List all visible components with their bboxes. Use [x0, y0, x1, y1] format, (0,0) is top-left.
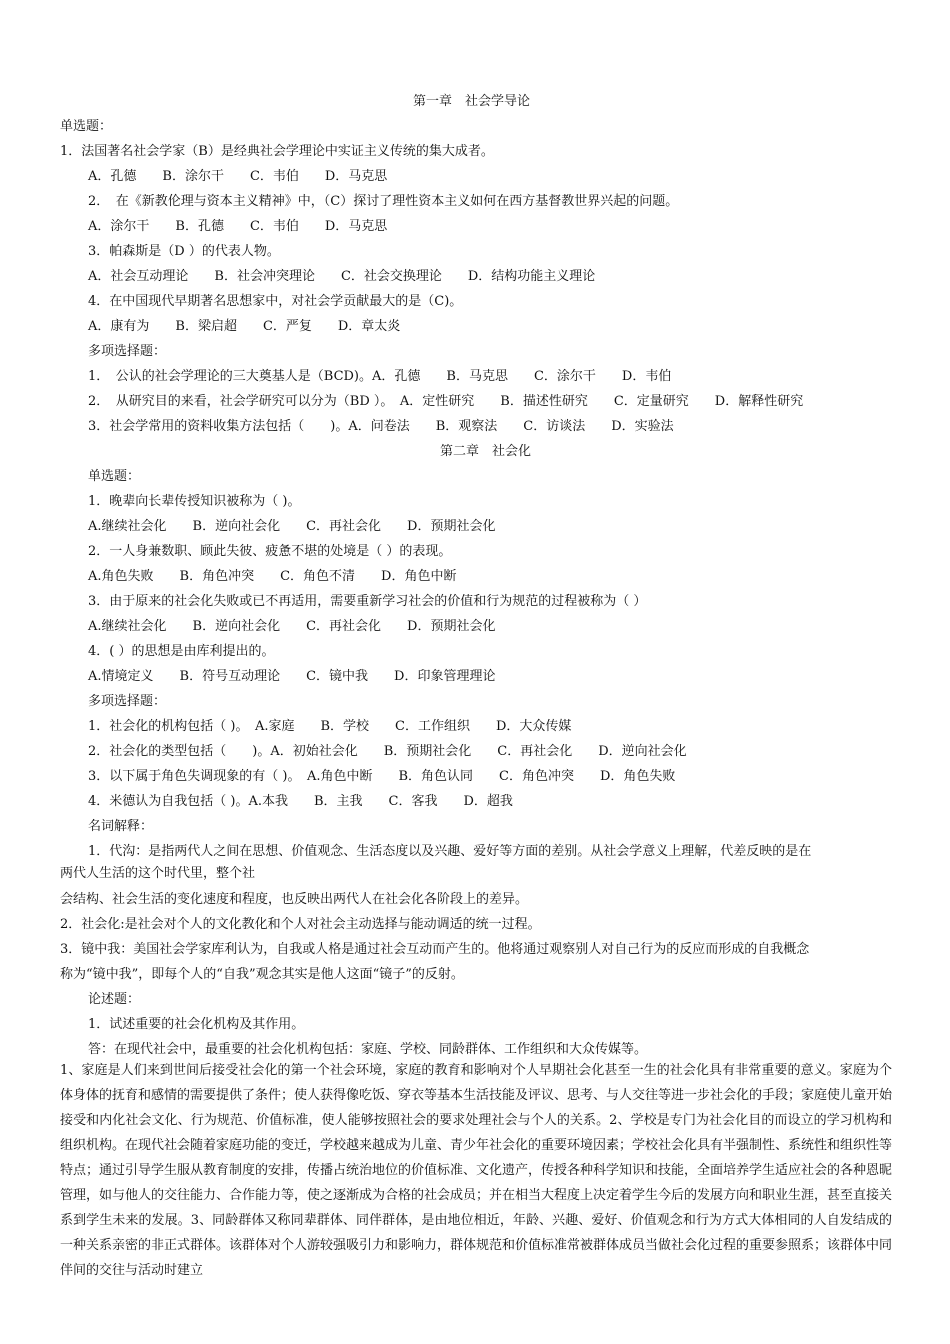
chapter-1-title: 第一章 社会学导论: [413, 94, 531, 109]
terms-heading: 名词解释：: [88, 819, 154, 834]
term-definition: 3．镜中我：美国社会学家库利认为，自我或人格是通过社会互动而产生的。他将通过观察别人对自己行为的反应而形成的自我概念: [60, 942, 810, 957]
question-options: A.继续社会化 B．逆向社会化 C．再社会化 D．预期社会化: [88, 519, 496, 534]
question-text: 4．在中国现代早期著名思想家中，对社会学贡献最大的是（C)。: [88, 294, 463, 309]
question-options: A.情境定义 B．符号互动理论 C．镜中我 D．印象管理理论: [88, 669, 496, 684]
multi-question: 2．社会化的类型包括（ )。A．初始社会化 B．预期社会化 C．再社会化 D．逆向社会化: [88, 744, 687, 759]
essay-answer-intro: 答：在现代社会中，最重要的社会化机构包括：家庭、学校、同龄群体、工作组织和大众传媒等。: [88, 1042, 648, 1057]
question-text: 2．一人身兼数职、顾此失彼、疲惫不堪的处境是（ ）的表现。: [88, 544, 452, 559]
single-choice-heading: 单选题：: [88, 469, 141, 484]
question-options: A．康有为 B．梁启超 C．严复 D．章太炎: [88, 319, 401, 334]
term-definition: 会结构、社会生活的变化速度和程度，也反映出两代人在社会化各阶段上的差异。: [60, 892, 529, 907]
question-options: A．孔德 B．涂尔干 C．韦伯 D．马克思: [88, 169, 388, 184]
question-text: 3．帕森斯是（D ）的代表人物。: [88, 244, 280, 259]
multi-question: 3．以下属于角色失调现象的有（ )。 A.角色中断 B．角色认同 C．角色冲突 D．角色失败: [88, 769, 676, 784]
term-definition: 2．社会化:是社会对个人的文化教化和个人对社会主动选择与能动调适的统一过程。: [60, 917, 541, 932]
multi-question: 1． 公认的社会学理论的三大奠基人是（BCD)。A．孔德 B．马克思 C．涂尔干 D．韦伯: [88, 369, 672, 384]
question-options: A．涂尔干 B．孔德 C．韦伯 D．马克思: [88, 219, 388, 234]
term-definition: 称为“镜中我”，即每个人的“自我”观念其实是他人这面“镜子”的反射。: [60, 967, 464, 982]
question-text: 4．( ）的思想是由库利提出的。: [88, 644, 275, 659]
multi-question: 2． 从研究目的来看，社会学研究可以分为（BD ）。 A．定性研究 B．描述性研究 C．定量研究 D．解释性研究: [88, 394, 804, 409]
multi-question: 1．社会化的机构包括（ )。 A.家庭 B．学校 C．工作组织 D．大众传媒: [88, 719, 572, 734]
term-definition: 1．代沟：是指两代人之间在思想、价值观念、生活态度以及兴趣、爱好等方面的差别。从社会学意义上理解，代差反映的是在: [88, 844, 812, 859]
question-options: A．社会互动理论 B．社会冲突理论 C．社会交换理论 D．结构功能主义理论: [88, 269, 596, 284]
question-options: A.角色失败 B．角色冲突 C．角色不清 D．角色中断: [88, 569, 457, 584]
essay-answer-body: 1、家庭是人们来到世间后接受社会化的第一个社会环境，家庭的教育和影响对个人早期社会化甚至一生的社会化具有非常重要的意义。家庭为个体身体的抚育和感情的需要提供了条件；使人获得像吃饭、穿衣等基本生活技能及评议、思考、与人交往等进一步社会化的手段；家庭使儿童开始接受和内化社会文化、行为规范、价值标准，使人能够按照社会的要求处理社会与个人的关系。2、学校是专门为社会化目的而设立的学习机构和组织机构。在现代社会随着家庭功能的变迁，学校越来越成为儿童、青少年社会化的重要环境因素；学校社会化具有半强制性、系统性和组织性等特点；通过引导学生服从教育制度的安排，传播占统治地位的价值标准、文化遗产，传授各种科学知识和技能，全面培养学生适应社会的各种恩昵管理，如与他人的交往能力、合作能力等，使之逐渐成为合格的社会成员；并在相当大程度上决定着学生今后的发展方向和职业生涯，甚至直接关系到学生未来的发展。3、同龄群体又称同辈群体、同伴群体，是由地位相近，年龄、兴趣、爱好、价值观念和行为方式大体相同的人自发结成的一种关系亲密的非正式群体。该群体对个人游较强吸引力和影响力，群体规范和价值标准常被群体成员当做社会化过程的重要参照系；该群体中同伴间的交往与活动时建立: [60, 1063, 893, 1278]
multi-question: 4．米德认为自我包括（ )。A.本我 B．主我 C．客我 D．超我: [88, 794, 513, 809]
chapter-2-title: 第二章 社会化: [440, 444, 532, 459]
essay-heading: 论述题：: [88, 992, 141, 1007]
term-definition: 两代人生活的这个时代里，整个社: [60, 866, 256, 881]
question-text: 1．晚辈向长辈传授知识被称为（ )。: [88, 494, 301, 509]
multi-question: 3．社会学常用的资料收集方法包括（ )。A．问卷法 B．观察法 C．访谈法 D．实验法: [88, 419, 674, 434]
question-text: 1．法国著名社会学家（B）是经典社会学理论中实证主义传统的集大成者。: [60, 144, 494, 159]
essay-question: 1．试述重要的社会化机构及其作用。: [88, 1017, 305, 1032]
question-text: 3．由于原来的社会化失败或已不再适用，需要重新学习社会的价值和行为规范的过程被称为（ ）: [88, 594, 647, 609]
question-text: 2． 在《新教伦理与资本主义精神》中，（C）探讨了理性资本主义如何在西方基督教世界兴起的问题。: [88, 194, 679, 209]
multi-choice-heading: 多项选择题：: [88, 344, 167, 359]
single-choice-heading: 单选题：: [60, 119, 113, 134]
multi-choice-heading: 多项选择题：: [88, 694, 167, 709]
question-options: A.继续社会化 B．逆向社会化 C．再社会化 D．预期社会化: [88, 619, 496, 634]
